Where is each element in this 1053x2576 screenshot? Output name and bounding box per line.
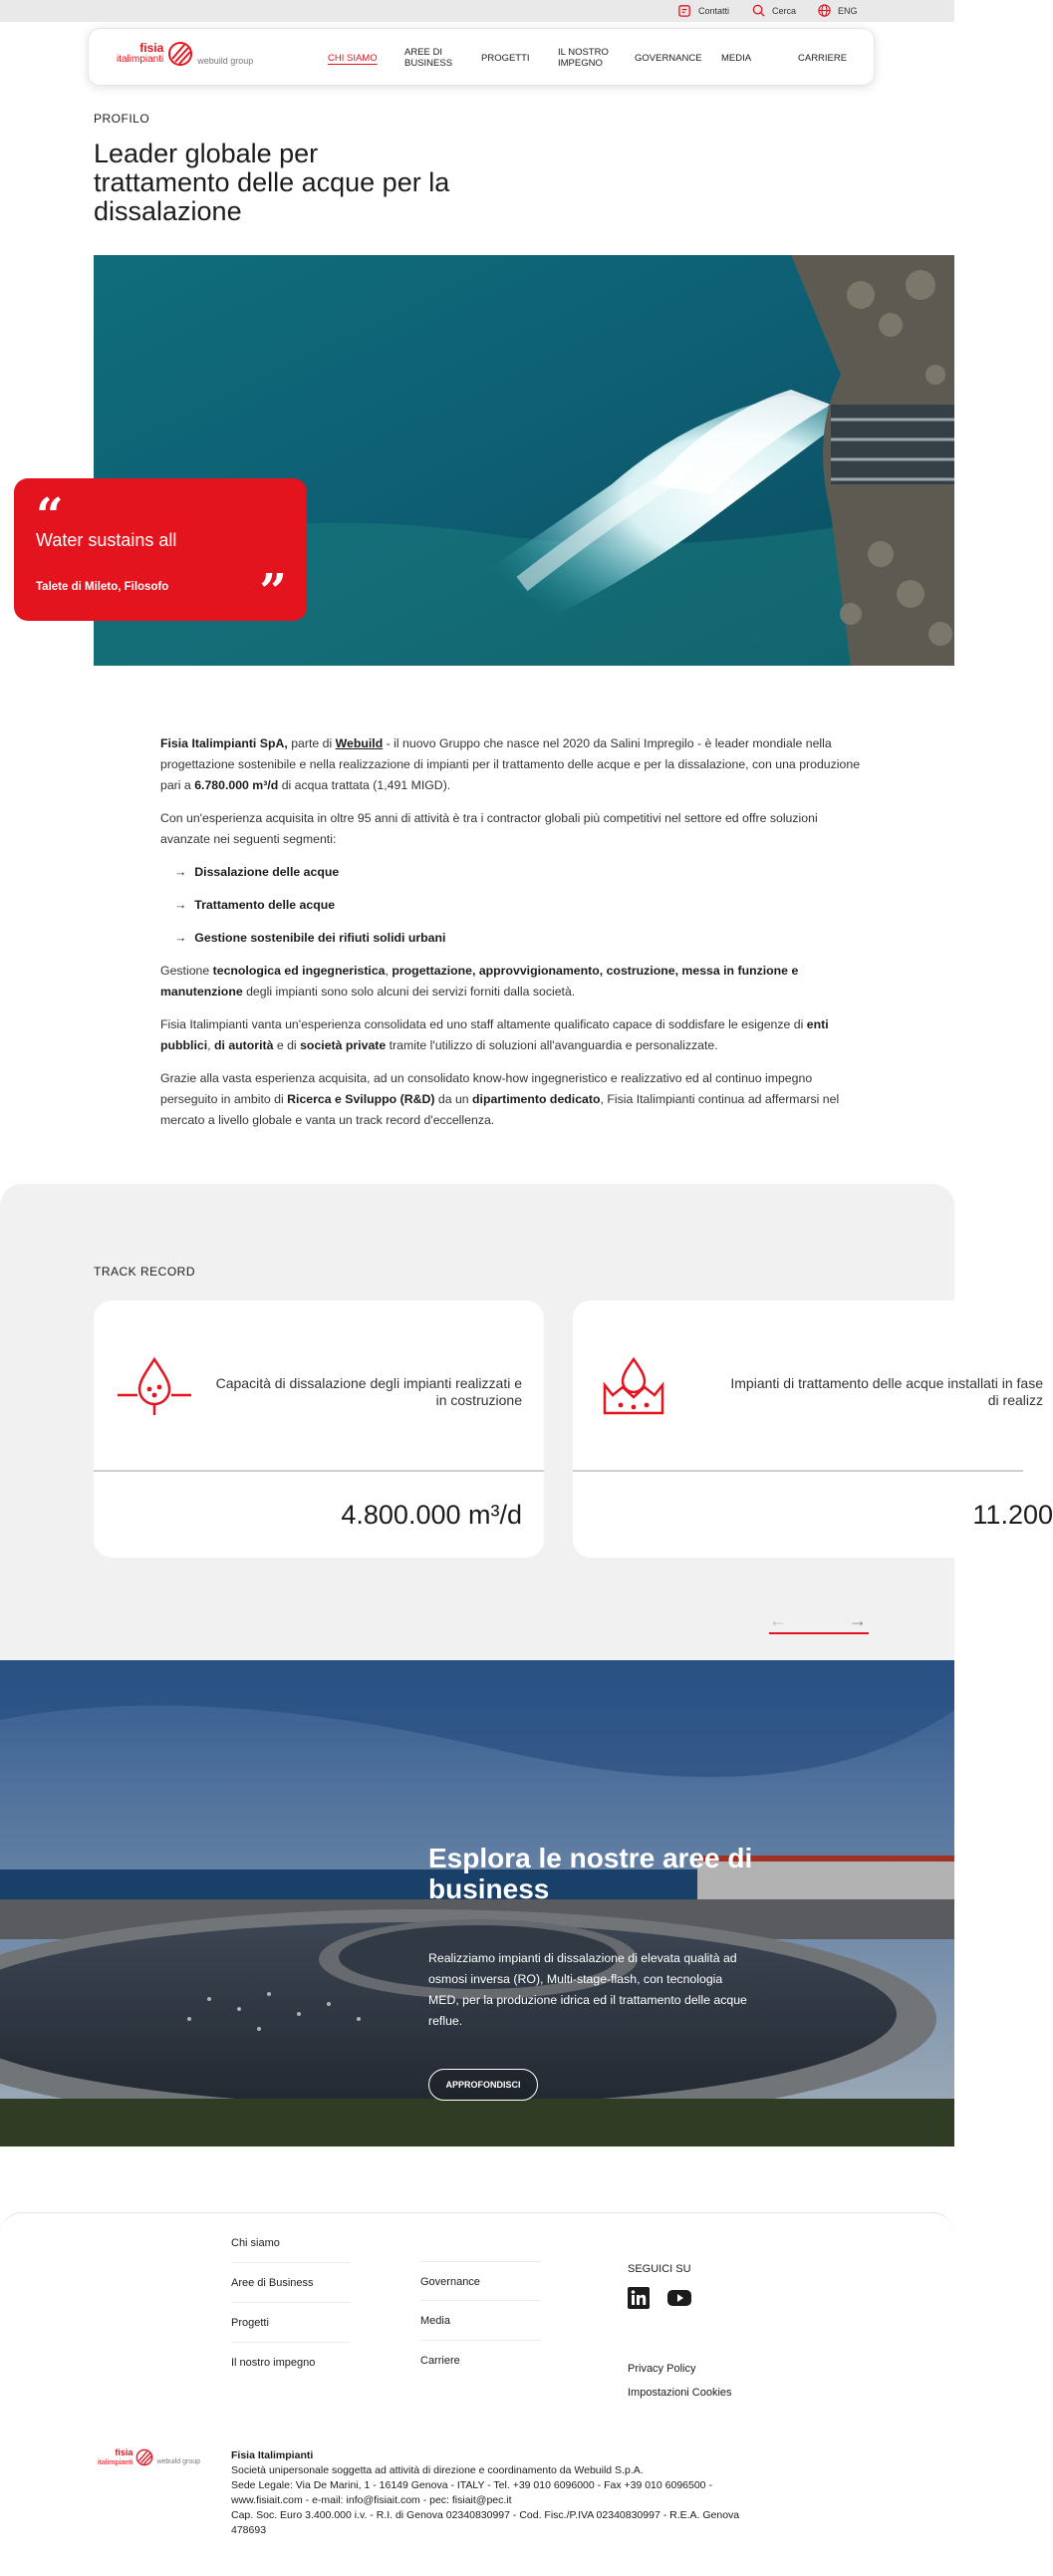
footer-company-name: Fisia Italimpianti bbox=[231, 2449, 314, 2461]
webuild-link[interactable]: Webuild bbox=[335, 736, 384, 750]
quote-author: Talete di Mileto, Filosofo bbox=[36, 581, 169, 593]
footer-legal-links bbox=[628, 2363, 777, 2411]
globe-icon bbox=[817, 3, 832, 18]
slider-next-button[interactable]: → bbox=[849, 1610, 867, 1630]
track-card-value: 4.800.000 m³/d bbox=[341, 1500, 522, 1530]
footer-link-media[interactable]: Media bbox=[420, 2301, 540, 2341]
nav-media[interactable]: MEDIA bbox=[721, 52, 752, 64]
footer-company-info bbox=[231, 2448, 769, 2538]
list-item: → Dissalazione delle acque bbox=[174, 862, 870, 883]
slider-progress bbox=[769, 1632, 869, 1634]
list-item: → Trattamento delle acque bbox=[174, 895, 870, 916]
footer-nav-col-1 bbox=[231, 2223, 351, 2383]
intro-paragraph-2: Con un'esperienza acquisita in oltre 95 anni di attività è tra i contractor globali più competitivi nel settore ed offre soluzioni avanzate nei seguenti segmenti: bbox=[160, 811, 818, 846]
footer-logo-group: webuild group bbox=[156, 2457, 201, 2465]
footer-link-governance[interactable]: Governance bbox=[420, 2261, 540, 2301]
business-areas-banner bbox=[0, 1660, 954, 2147]
logo-group-label: webuild group bbox=[197, 56, 254, 66]
search-link[interactable] bbox=[751, 3, 796, 18]
footer-nav-col-2 bbox=[420, 2261, 540, 2381]
nav-governance[interactable]: GOVERNANCE bbox=[635, 52, 702, 64]
track-card-description: Impianti di trattamento delle acque installati in fase di realizz bbox=[730, 1375, 1043, 1408]
slider-prev-button[interactable]: ← bbox=[769, 1610, 787, 1630]
logo[interactable] bbox=[117, 41, 253, 67]
intro-text bbox=[160, 733, 870, 1143]
search-icon bbox=[751, 3, 766, 18]
footer-link-il-nostro-impegno[interactable]: Il nostro impegno bbox=[231, 2357, 316, 2369]
social-title: SEGUICI SU bbox=[628, 2263, 691, 2275]
cookie-settings-link[interactable]: Impostazioni Cookies bbox=[628, 2387, 732, 2399]
profile-label: PROFILO bbox=[94, 112, 150, 126]
page-title: Leader globale per trattamento delle acque per la dissalazione bbox=[94, 139, 450, 226]
utility-bar bbox=[0, 0, 954, 22]
footer-logo[interactable] bbox=[98, 2448, 200, 2466]
nav-carriere[interactable]: CARRIERE bbox=[798, 52, 848, 64]
footer-info-line-1: Società unipersonale soggetta ad attività di direzione e coordinamento da Webuild S.p.A. bbox=[231, 2464, 644, 2476]
intro-paragraph-5: Grazie alla vasta esperienza acquisita, ad un consolidato know-how ingegneristico e realizzativo ed al continuo impegno perseguito in ambito di Ricerca e Sviluppo (R&D) da un dipartimento dedicato, Fisia Italimpianti continua ad affermarsi nel mercato a livello globale e vanta un track record d'eccellenza. bbox=[160, 1071, 840, 1127]
nav-aree-di-business[interactable]: AREE DI BUSINESS bbox=[404, 47, 453, 69]
arrow-right-icon: → bbox=[174, 898, 187, 912]
nav-chi-siamo[interactable]: CHI SIAMO bbox=[328, 52, 378, 64]
list-item: → Gestione sostenibile dei rifiuti solidi urbani bbox=[174, 928, 870, 949]
language-label: ENG bbox=[838, 5, 858, 16]
water-crown-icon bbox=[595, 1355, 672, 1417]
footer-logo-wordmark: fisia italimpianti bbox=[98, 2447, 133, 2466]
nav-progetti[interactable]: PROGETTI bbox=[481, 52, 530, 64]
divider bbox=[573, 1470, 1023, 1472]
footer-link-carriere[interactable]: Carriere bbox=[420, 2355, 460, 2367]
logo-wordmark: fisia italimpianti bbox=[117, 41, 164, 65]
contact-icon bbox=[677, 3, 692, 18]
track-card bbox=[573, 1300, 1053, 1558]
quote-card bbox=[14, 478, 307, 621]
track-record-label: TRACK RECORD bbox=[94, 1265, 196, 1279]
intro-paragraph-1: Fisia Italimpianti SpA, parte di Webuild - il nuovo Gruppo che nasce nel 2020 da Salini Impregilo - è leader mondiale nella progettazione sostenibile e nella realizzazione di impianti per il trattamento delle acque e per la dissalazione, con una produzione pari a 6.780.000 m³/d di acqua trattata (1,491 MIGD). bbox=[160, 736, 861, 792]
quote-close-mark: ” bbox=[259, 564, 287, 620]
footer-info-line-3: Cap. Soc. Euro 3.400.000 i.v. - R.I. di Genova 02340830997 - Cod. Fisc./P.IVA 02340830997 - R.E.A. Genova 478693 bbox=[231, 2509, 740, 2536]
track-card bbox=[94, 1300, 544, 1558]
main-header bbox=[88, 28, 875, 86]
arrow-right-icon: → bbox=[174, 865, 187, 879]
intro-paragraph-3: Gestione tecnologica ed ingegneristica, progettazione, approvvigionamento, costruzione, messa in funzione e manutenzione degli impianti sono solo alcuni dei servizi forniti dalla società. bbox=[160, 964, 799, 999]
track-record-section bbox=[0, 1184, 1053, 1660]
logo-mark-icon bbox=[167, 41, 193, 67]
approfondisci-button[interactable]: APPROFONDISCI bbox=[428, 2069, 538, 2101]
business-description: Realizziamo impianti di dissalazione di elevata qualità ad osmosi inversa (RO), Multi-stage-flash, con tecnologia MED, per la produzione idrica ed il trattamento delle acque reflue. bbox=[428, 1951, 747, 2028]
track-card-description: Capacità di dissalazione degli impianti realizzati e in costruzione bbox=[215, 1375, 522, 1408]
footer bbox=[0, 2212, 954, 2576]
search-label: Cerca bbox=[772, 5, 797, 16]
quote-text: Water sustains all bbox=[36, 530, 177, 550]
contacts-label: Contatti bbox=[698, 5, 730, 16]
water-drop-icon bbox=[116, 1355, 193, 1417]
track-card-value: 11.200 bbox=[972, 1500, 1053, 1530]
footer-social bbox=[628, 2263, 777, 2314]
intro-paragraph-4: Fisia Italimpianti vanta un'esperienza consolidata ed uno staff altamente qualificato capace di soddisfare le esigenze di enti pubblici, di autorità e di società private tramite l'utilizzo di soluzioni all'avanguardia e personalizzate. bbox=[160, 1017, 829, 1052]
nav-il-nostro-impegno[interactable]: IL NOSTRO IMPEGNO bbox=[558, 47, 609, 69]
language-link[interactable] bbox=[817, 3, 858, 18]
quote-open-mark: “ bbox=[36, 488, 64, 544]
footer-link-chi-siamo[interactable]: Chi siamo bbox=[231, 2223, 351, 2263]
business-title: Esplora le nostre aree di business bbox=[428, 1843, 753, 1904]
linkedin-icon[interactable] bbox=[628, 2287, 650, 2314]
footer-info-line-2: Sede Legale: Via De Marini, 1 - 16149 Genova - ITALY - Tel. +39 010 6096000 - Fax +39 010 6096500 - www.fisiait.com - e-mail: info@fisiait.com - pec: fisiait@pec.it bbox=[231, 2479, 712, 2506]
contacts-link[interactable] bbox=[677, 3, 729, 18]
privacy-policy-link[interactable]: Privacy Policy bbox=[628, 2363, 696, 2375]
divider bbox=[94, 1470, 544, 1472]
footer-link-progetti[interactable]: Progetti bbox=[231, 2303, 351, 2343]
social-icons bbox=[628, 2287, 777, 2314]
footer-link-aree-di-business[interactable]: Aree di Business bbox=[231, 2263, 351, 2303]
footer-logo-mark-icon bbox=[135, 2448, 153, 2466]
youtube-icon[interactable] bbox=[667, 2287, 691, 2314]
arrow-right-icon: → bbox=[174, 931, 187, 945]
